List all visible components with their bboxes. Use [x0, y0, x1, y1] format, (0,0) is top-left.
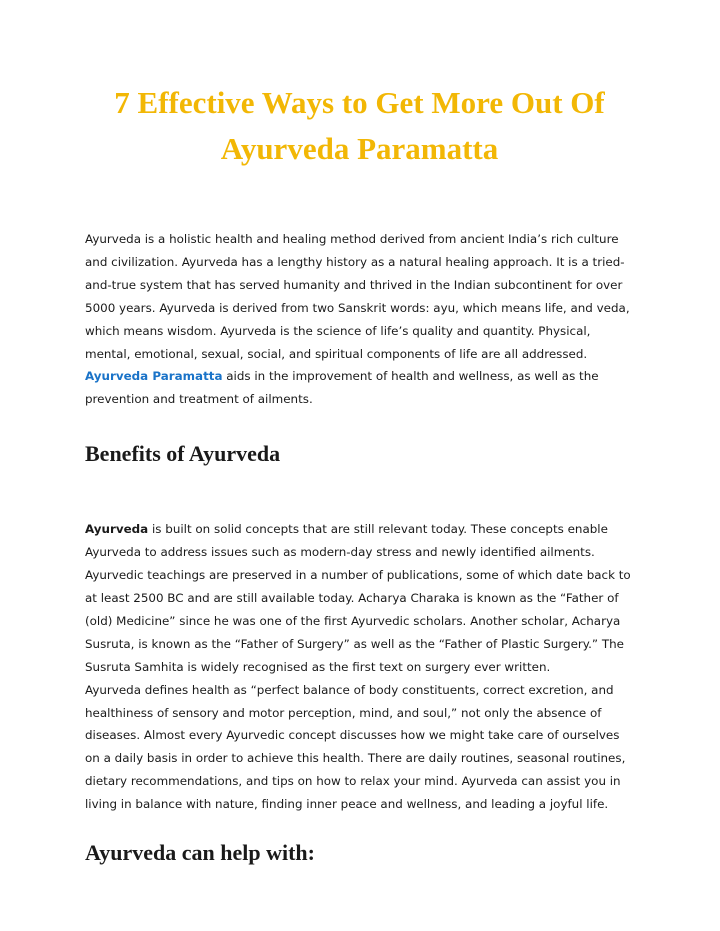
benefits-bold-lead: Ayurveda	[85, 522, 149, 537]
intro-text-start: Ayurveda is a holistic health and healing method derived from ancient India’s rich culture and civilization. Ayurveda has a lengthy history as a natural healing approach. It is a tried-and-true system that has served humanity and thrived in the Indian subcontinent for over 5000 years. Ayurveda is derived from two Sanskrit words: ayu, which means life, and veda, which means wisdom. Ayurveda is the science of life’s quality and quantity. Physical, mental, emotional, sexual, social, and spiritual components of life are all addressed.	[85, 232, 630, 361]
health-definition-paragraph: Ayurveda defines health as “perfect balance of body constituents, correct excretion, and healthiness of sensory and motor perception, mind, and soul,” not only the absence of diseases. Almost every Ayurvedic concept discusses how we might take care of ourselves on a daily basis in order to achieve this health. There are daily routines, seasonal routines, dietary recommendations, and tips on how to relax your mind. Ayurveda can assist you in living in balance with nature, finding inner peace and wellness, and leading a joyful life.	[85, 682, 626, 812]
document-title: 7 Effective Ways to Get More Out Of Ayurveda Paramatta	[114, 85, 605, 166]
benefits-heading: Benefits of Ayurveda	[85, 441, 281, 467]
intro-paragraph	[85, 228, 634, 411]
ayurveda-paramatta-link[interactable]: Ayurveda Paramatta	[85, 369, 223, 384]
help-heading: Ayurveda can help with:	[85, 840, 315, 866]
benefits-text-1: is built on solid concepts that are still relevant today. These concepts enable Ayurveda to address issues such as modern-day stress and newly identified ailments. Ayurvedic teachings are preserved in a number of publications, some of which date back to at least 2500 BC and are still available today. Acharya Charaka is known as the “Father of (old) Medicine” since he was one of the first Ayurvedic scholars. Another scholar, Acharya Susruta, is known as the “Father of Surgery” as well as the “Father of Plastic Surgery.” The Susruta Samhita is widely recognised as the first text on surgery ever written.	[85, 522, 631, 674]
intro-text-end: aids in the improvement of health and wellness, as well as the prevention and treatment of ailments.	[85, 369, 599, 407]
benefits-paragraph	[85, 518, 634, 678]
